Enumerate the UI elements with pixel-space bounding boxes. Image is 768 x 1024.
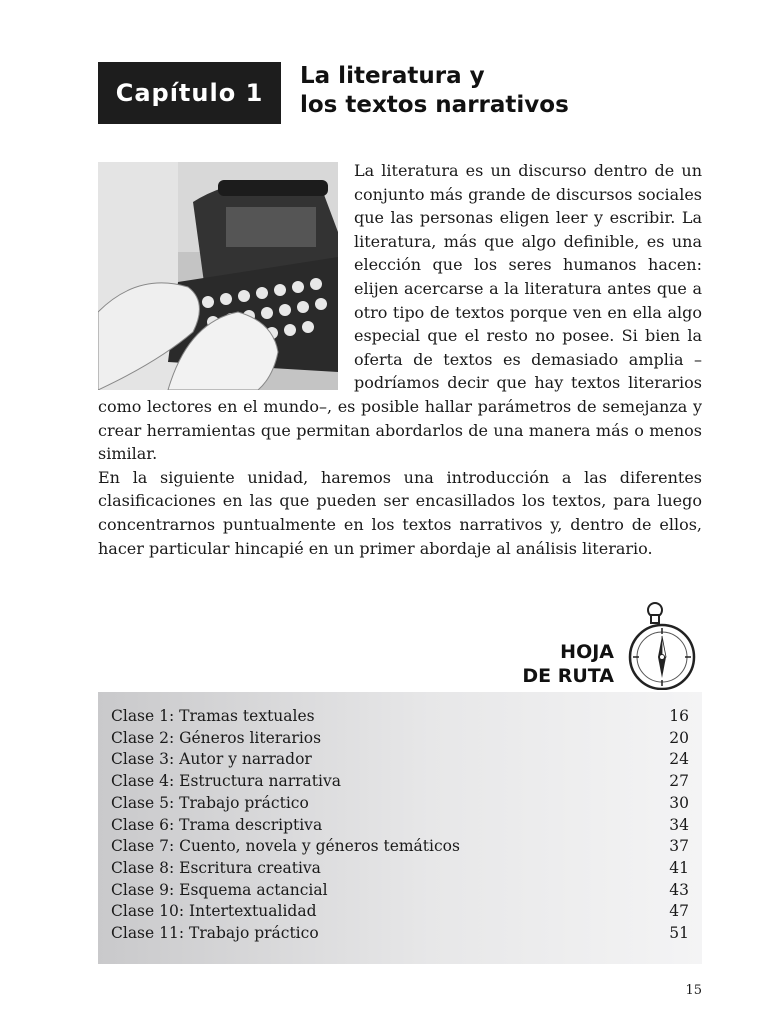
- roadmap-item-title: Clase 1: Tramas textuales: [111, 707, 315, 725]
- roadmap-item: [111, 728, 689, 750]
- intro-paragraph-2: En la siguiente unidad, haremos una introducción a las diferentes clasificaciones en las que pueden ser encasillados los textos, para luego concentrarnos puntualmente en los textos narrativos y, dentro de ellos, hacer particular hincapié en un primer abordaje al análisis literario.: [98, 467, 702, 558]
- roadmap-item-title: Clase 10: Intertextualidad: [111, 902, 317, 921]
- roadmap-item-page: 24: [669, 750, 689, 769]
- roadmap-item-title: Clase 2: Géneros literarios: [111, 728, 322, 747]
- chapter-badge: [98, 62, 281, 124]
- chapter-title-line2: los textos narrativos: [300, 92, 569, 118]
- roadmap-item-page: 34: [669, 815, 689, 834]
- intro-text: [98, 159, 702, 560]
- roadmap-item: [111, 771, 689, 793]
- roadmap-item: [111, 793, 689, 815]
- roadmap-item: [111, 815, 689, 837]
- roadmap-item-page: 20: [669, 728, 689, 747]
- compass-icon: [622, 600, 702, 690]
- roadmap-item-title: Clase 5: Trabajo práctico: [111, 793, 309, 812]
- roadmap-item-title: Clase 6: Trama descriptiva: [111, 815, 323, 834]
- roadmap-panel: [98, 692, 702, 964]
- roadmap-item: [111, 880, 689, 902]
- roadmap-item-title: Clase 4: Estructura narrativa: [111, 772, 341, 791]
- roadmap-item-title: Clase 3: Autor y narrador: [111, 750, 312, 769]
- roadmap-list: [111, 706, 689, 945]
- chapter-title-line1: La literatura y: [300, 63, 485, 89]
- roadmap-item-title: Clase 8: Escritura creativa: [111, 858, 321, 877]
- roadmap-item-page: 41: [669, 858, 689, 877]
- roadmap-item-page: 16: [669, 707, 689, 725]
- roadmap-item: [111, 901, 689, 923]
- roadmap-item-page: 43: [669, 880, 689, 899]
- roadmap-item-page: 37: [669, 837, 689, 856]
- roadmap-item: [111, 923, 689, 945]
- roadmap-item-title: Clase 11: Trabajo práctico: [111, 924, 319, 943]
- roadmap-item-title: Clase 9: Esquema actancial: [111, 880, 328, 899]
- intro-paragraph-1: La literatura es un discurso dentro de un conjunto más grande de discursos sociales que las personas eligen leer y escribir. La literatura, más que algo definible, es una elección que los seres humanos hacen: elijen acercarse a la literatura antes que a otro tipo de textos porque ven en ella algo especial que el resto no posee. Si bien la oferta de textos es demasiado amplia –podríamos decir que hay textos literarios como lectores en el mundo–, es posible hallar parámetros de semejanza y crear herramientas que permitan abordarlos de una manera más o menos similar.: [98, 161, 702, 464]
- roadmap-item-title: Clase 7: Cuento, novela y géneros temáticos: [111, 837, 460, 856]
- roadmap-item-page: 51: [669, 924, 689, 943]
- roadmap-item: [111, 706, 689, 728]
- roadmap-label-line2: DE RUTA: [522, 665, 614, 687]
- roadmap-item: [111, 858, 689, 880]
- typewriter-photo: [98, 162, 338, 390]
- chapter-title: [300, 62, 700, 120]
- roadmap-label: [510, 640, 614, 688]
- roadmap-item-page: 30: [669, 793, 689, 812]
- chapter-label: Capítulo 1: [115, 79, 264, 107]
- roadmap-item-page: 27: [669, 772, 689, 791]
- roadmap-item: [111, 836, 689, 858]
- roadmap-item: [111, 749, 689, 771]
- roadmap-item-page: 47: [669, 902, 689, 921]
- roadmap-label-line1: HOJA: [560, 641, 614, 663]
- page-number: 15: [685, 983, 702, 998]
